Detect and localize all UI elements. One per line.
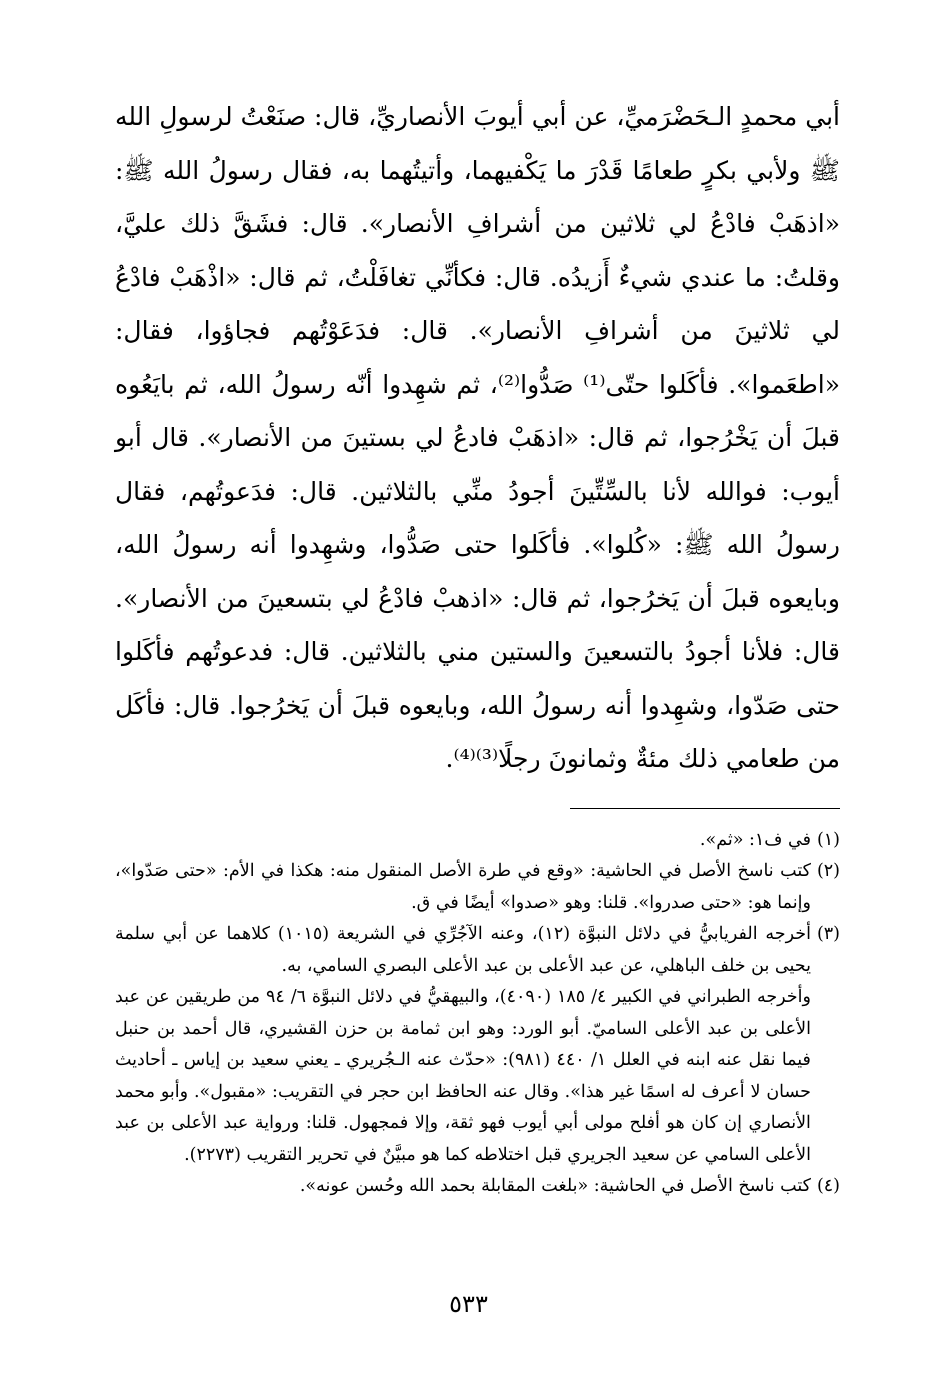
footnote-number: (٤) [816,1176,840,1196]
footnote-body [115,919,811,1171]
main-paragraph: أبي محمدٍ الـحَضْرَميِّ، عن أبي أيوبَ الأنصاريِّ، قال: صنَعْتُ لرسولِ الله ﷺ ولأبي بكرٍ طعامًا قَدْرَ ما يَكْفيهما، وأتيتُهما به، فقال رسولُ الله ﷺ: «اذهَبْ فادْعُ لي ثلاثين من أشرافِ الأنصار». قال: فشَقَّ ذلك عليَّ، وقلتُ: ما عندي شيءٌ أَزيدُه. قال: فكأنِّي تغافَلْتُ، ثم قال: «اذْهَبْ فادْعُ لي ثلاثينَ من أشرافِ الأنصار». قال: فدَعَوْتُهم فجاؤوا، فقال: «اطعَموا». فأكَلوا حتّى⁽¹⁾ صَدُّوا⁽²⁾، ثم شهِدوا أنّه رسولُ الله، ثم بايَعُوه قبلَ أن يَخْرُجوا، ثم قال: «اذهَبْ فادعُ لي بستينَ من الأنصار». قال أبو أيوب: فوالله لأنا بالسِّتِّينَ أجودُ منِّي بالثلاثين. قال: فدَعوتُهم، فقال رسولُ الله ﷺ: «كُلوا». فأكَلوا حتى صَدُّوا، وشهِدوا أنه رسولُ الله، وبايعوه قبلَ أن يَخرُجوا، ثم قال: «اذهبْ فادْعُ لي بتسعينَ من الأنصار». قال: فلأنا أجودُ بالتسعينَ والستين مني بالثلاثين. قال: فدعوتُهم فأكَلوا حتى صَدّوا، وشهِدوا أنه رسولُ الله، وبايعوه قبلَ أن يَخرُجوا. قال: فأكَل من طعامي ذلك مئةٌ وثمانونَ رجلًا⁽³⁾⁽⁴⁾. [115,102,840,773]
footnote-3 [115,919,840,1171]
footnotes [115,825,840,1203]
footnote-body [115,1171,811,1203]
footnote-number: (٢) [816,861,840,881]
footnote-text: وأخرجه الطبراني في الكبير ٤/ ١٨٥ (٤٠٩٠)، والبيهقيُّ في دلائل النبوَّة ٦/ ٩٤ من طريقين عن عبد الأعلى بن عبد الأعلى الساميّ. أبو الورد: وهو ابن ثمامة بن حزن القشيري، قال أحمد بن حنبل فيما نقل عنه ابنه في العلل ١/ ٤٤٠ (٩٨١): «حدّث عنه الـجُريري ـ يعني سعيد بن إياس ـ أحاديث حسان لا أعرف له اسمًا غير هذا». وقال عنه الحافظ ابن حجر في التقريب: «مقبول». وأبو محمد الأنصاري إن كان هو أفلح مولى أبي أيوب فهو ثقة، وإلا فمجهول. قلنا: ورواية عبد الأعلى بن عبد الأعلى السامي عن سعيد الجريري قبل اختلاطه كما هو مبيَّنٌ في تحرير التقريب (٢٢٧٣). [115,987,811,1165]
footnote-number: (٣) [816,924,840,944]
footnote-text: في ف١: «ثم». [699,829,811,850]
main-text [115,90,840,786]
page [115,90,840,1203]
footnote-body [115,856,811,919]
footnote-2 [115,856,840,919]
page-number: ٥٣٣ [449,1290,488,1318]
footnote-4 [115,1171,840,1203]
footnote-number: (١) [816,829,840,850]
footnote-body [115,825,811,857]
footnote-text: كتب ناسخ الأصل في الحاشية: «وقع في طرة الأصل المنقول منه: هكذا في الأم: «حتى صَدّوا»، وإنما هو: «حتى صدروا». قلنا: وهو «صدوا» أيضًا في ق. [115,861,811,913]
footnote-text: أخرجه الفريابيُّ في دلائل النبوَّة (١٢)، وعنه الآجُرِّي في الشريعة (١٠١٥) كلاهما عن أبي سلمة يحيى بن خلف الباهلي، عن عبد الأعلى بن عبد الأعلى البصري السامي، به. [115,924,811,976]
footnote-text: كتب ناسخ الأصل في الحاشية: «بلغت المقابلة بحمد الله وحُسن عونه». [299,1176,811,1196]
footnote-separator [570,808,840,809]
footnote-1 [115,825,840,857]
